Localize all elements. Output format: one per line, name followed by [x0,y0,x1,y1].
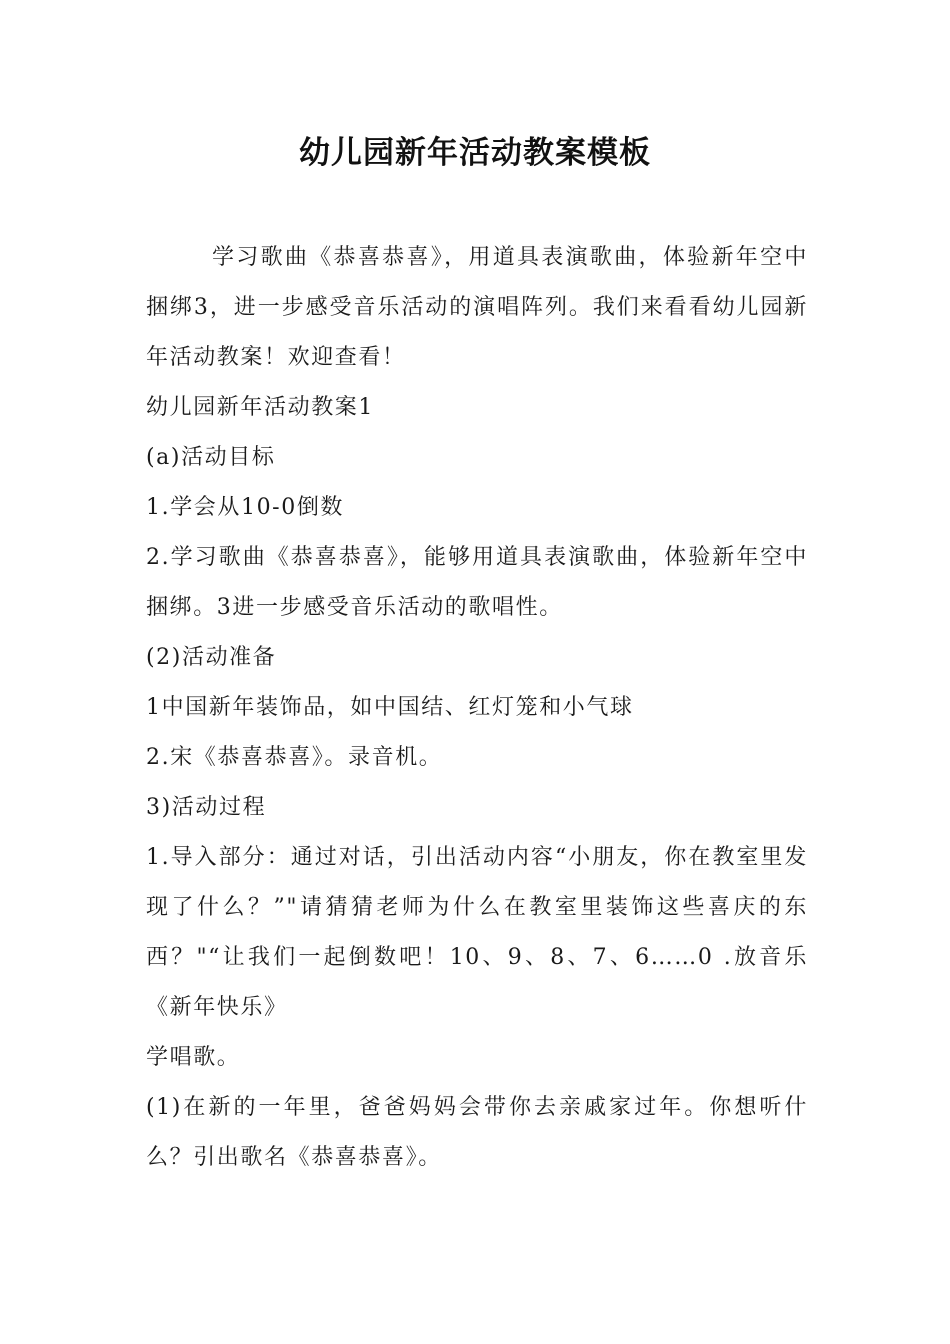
goal-item: 2.学习歌曲《恭喜恭喜》，能够用道具表演歌曲，体验新年空中捆绑。3进一步感受音乐活动的歌唱性。 [146,545,808,620]
document-title: 幼儿园新年活动教案模板 [299,135,651,171]
process-item: 1.导入部分：通过对话，引出活动内容“小朋友，你在教室里发现了什么？”"请猜猜老师为什么在教室里装饰这些喜庆的东西？"“让我们一起倒数吧！10、9、8、7、6……0 .放音乐《新年快乐》 [146,845,808,1020]
preparation-item: 1中国新年装饰品，如中国结、红灯笼和小气球 [146,695,634,720]
subheading-preparation: (2)活动准备 [146,645,277,670]
subheading-process: 3)活动过程 [146,795,267,820]
process-item: 学唱歌。 [146,1045,241,1070]
process-item: (1)在新的一年里，爸爸妈妈会带你去亲戚家过年。你想听什么？引出歌名《恭喜恭喜》。 [146,1095,808,1170]
subheading-goals: (a)活动目标 [146,445,276,470]
document-body [146,233,808,1183]
intro-paragraph: 学习歌曲《恭喜恭喜》，用道具表演歌曲，体验新年空中捆绑3，进一步感受音乐活动的演唱阵列。我们来看看幼儿园新年活动教案！欢迎查看！ [146,245,808,370]
preparation-item: 2.宋《恭喜恭喜》。录音机。 [146,745,443,770]
section-heading: 幼儿园新年活动教案1 [146,395,374,420]
goal-item: 1.学会从10-0倒数 [146,495,345,520]
